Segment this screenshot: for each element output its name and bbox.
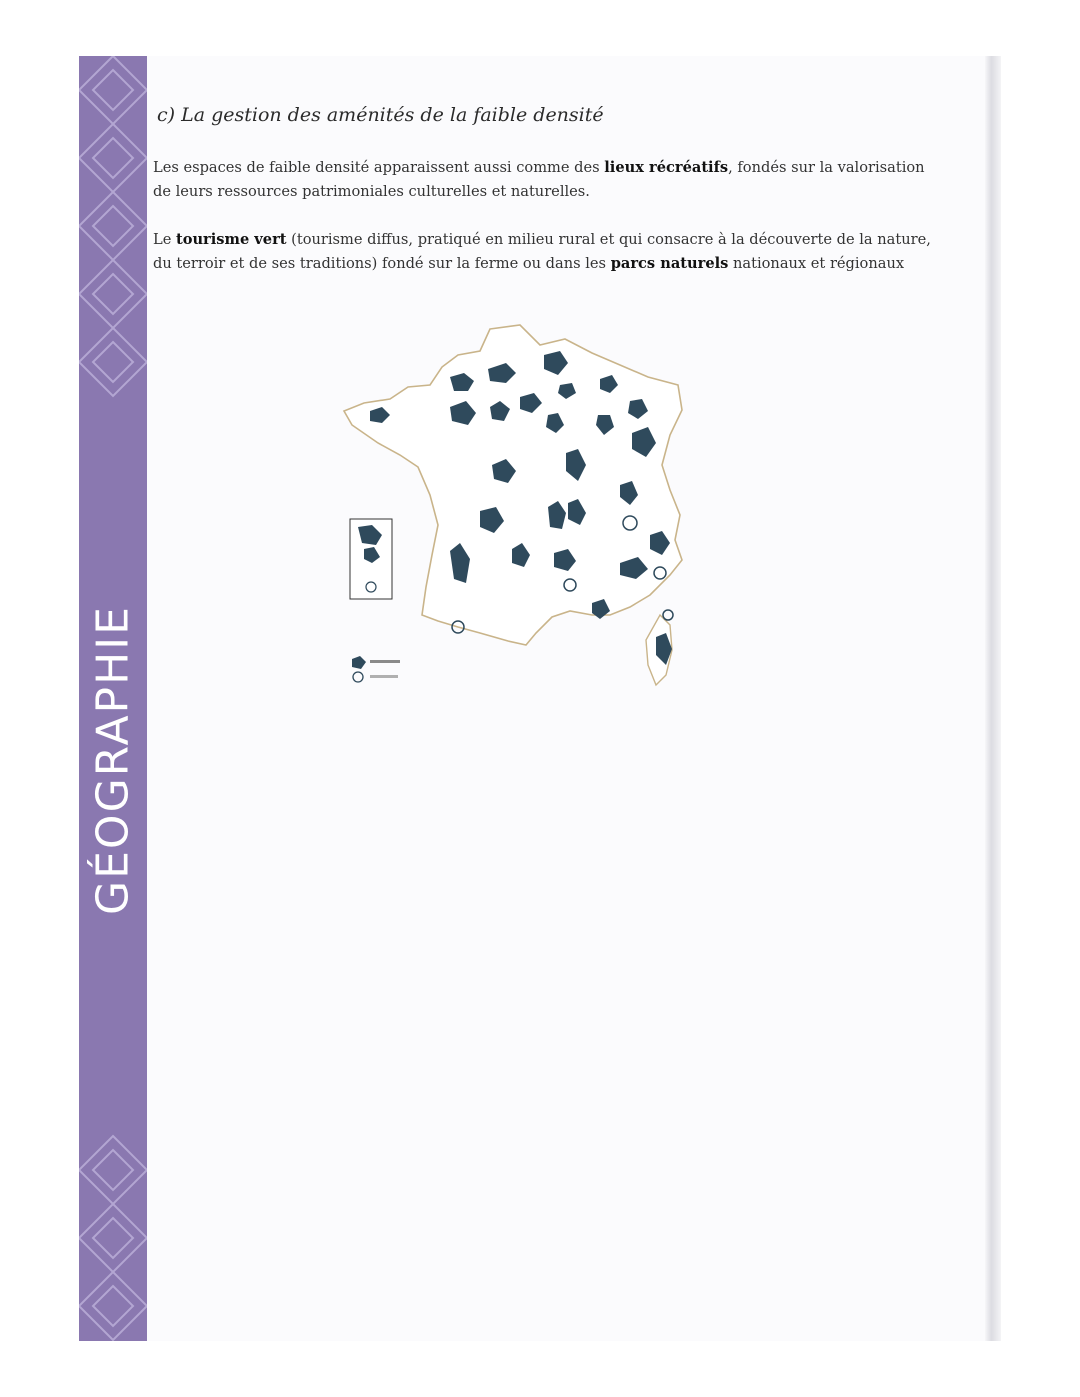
bold-term: tourisme vert	[175, 231, 287, 248]
text-run: Les espaces de faible densité apparaissent aussi comme des	[153, 159, 605, 176]
text-run: , fondés sur la valorisation de leurs ressources patrimoniales culturelles et naturelles.	[153, 159, 925, 200]
paragraph-green-tourism	[153, 228, 933, 276]
sidebar-label: GÉOGRAPHIE	[87, 605, 139, 915]
paragraph-recreational	[153, 156, 933, 204]
bold-term: lieux récréatifs	[604, 159, 729, 176]
map-legend	[352, 656, 400, 682]
national-park-circle	[663, 610, 673, 620]
france-parks-map	[330, 315, 700, 695]
legend-national-icon	[353, 672, 363, 682]
text-run: (tourisme diffus, pratiqué en milieu rural et qui consacre à la découverte de la nature, du terroir et de ses traditions) fondé sur la ferme ou dans les	[153, 231, 931, 272]
map-figure	[330, 315, 700, 695]
text-run: nationaux et régionaux	[728, 255, 905, 272]
page-edge	[985, 56, 1001, 1341]
overseas-inset	[350, 519, 392, 599]
text-run: Le	[153, 231, 176, 248]
bold-term: parcs naturels	[610, 255, 729, 272]
section-title: c) La gestion des aménités de la faible densité	[157, 104, 604, 126]
legend-regional-icon	[352, 656, 366, 669]
